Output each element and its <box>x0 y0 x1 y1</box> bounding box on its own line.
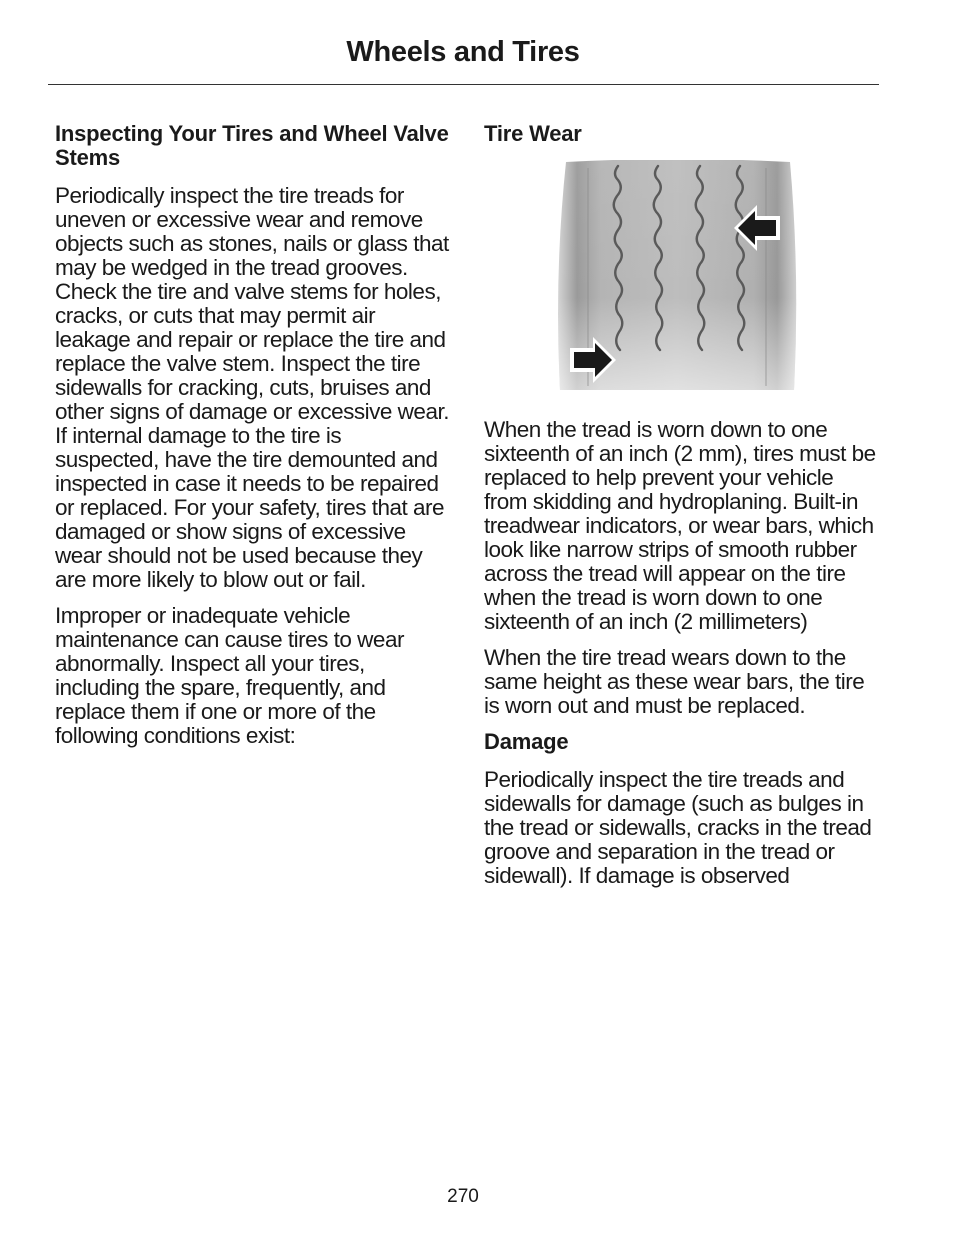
paragraph-wear-bars: When the tire tread wears down to the same height as these wear bars, the tire is worn out and must be replaced. <box>484 645 865 718</box>
paragraph-damage: Periodically inspect the tire treads and sidewalls for damage (such as bulges in the tread or sidewalls, cracks in the tread groove and separation in the tread or sidewall). If damage is observed <box>484 767 872 888</box>
tire-tread-illustration <box>554 160 800 392</box>
left-column <box>55 118 450 760</box>
paragraph-inspect-treads: Periodically inspect the tire treads for uneven or excessive wear and remove objects such as stones, nails or glass that may be wedged in the tread grooves. Check the tire and valve stems for holes, cracks, or cuts that may permit air leakage and repair or replace the tire and replace the valve stem. Inspect the tire sidewalls for cracking, cuts, bruises and other signs of damage or excessive wear. If internal damage to the tire is suspected, have the tire demounted and inspected in case it needs to be repaired or replaced. For your safety, tires that are damaged or show signs of excessive wear should not be used because they are more likely to blow out or fail. <box>55 183 449 592</box>
title-divider <box>48 84 879 85</box>
page-number: 270 <box>447 1186 479 1207</box>
section-heading-tire-wear: Tire Wear <box>484 121 582 146</box>
section-heading-damage: Damage <box>484 729 569 754</box>
page-title: Wheels and Tires <box>346 36 580 68</box>
section-heading-inspecting: Inspecting Your Tires and Wheel Valve Stems <box>55 121 449 170</box>
right-column <box>484 118 879 900</box>
paragraph-tread-depth: When the tread is worn down to one sixteenth of an inch (2 mm), tires must be replaced to help prevent your vehicle from skidding and hydroplaning. Built-in treadwear indicators, or wear bars, which look like narrow strips of smooth rubber across the tread will appear on the tire when the tread is worn down to one sixteenth of an inch (2 millimeters) <box>484 417 876 634</box>
paragraph-maintenance: Improper or inadequate vehicle maintenance can cause tires to wear abnormally. Inspect all your tires, including the spare, frequently, and replace them if one or more of the following conditions exist: <box>55 603 404 748</box>
